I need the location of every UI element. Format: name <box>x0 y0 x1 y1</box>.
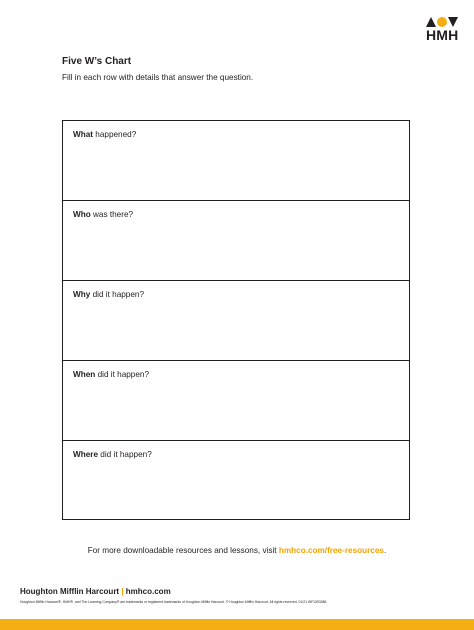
chart-row-why[interactable] <box>63 281 409 361</box>
footer-separator: | <box>119 587 126 596</box>
footer-brand <box>20 587 171 597</box>
chart-row-what[interactable] <box>63 121 409 201</box>
footer-legal: Houghton Mifflin Harcourt®, HMH®, and The Learning Company® are trademarks or registered trademarks of Houghton Mifflin Harcourt. © Houghton Mifflin Harcourt. All rights reserved. 01/21 WF1393386 <box>20 600 327 604</box>
row-keyword: When <box>73 370 96 379</box>
row-question: was there? <box>90 210 134 219</box>
logo-text: HMH <box>426 27 459 43</box>
page-title: Five W’s Chart <box>62 56 132 67</box>
row-question: did it happen? <box>90 290 145 299</box>
row-label <box>73 369 149 380</box>
row-keyword: What <box>73 130 94 139</box>
promo-text <box>0 545 474 556</box>
row-keyword: Who <box>73 210 91 219</box>
row-question: did it happen? <box>95 370 150 379</box>
free-resources-link[interactable]: hmhco.com/free-resources <box>278 546 384 555</box>
footer-company: Houghton Mifflin Harcourt <box>20 587 120 596</box>
row-keyword: Where <box>73 450 99 459</box>
promo-end: . <box>383 546 387 555</box>
row-label <box>73 449 152 460</box>
row-label <box>73 209 133 220</box>
row-label <box>73 289 144 300</box>
row-label <box>73 129 136 140</box>
row-question: happened? <box>93 130 137 139</box>
footer-site-link[interactable]: hmhco.com <box>125 587 171 596</box>
chart-row-when[interactable] <box>63 361 409 441</box>
chart-row-who[interactable] <box>63 201 409 281</box>
five-ws-chart <box>62 120 410 520</box>
row-keyword: Why <box>73 290 91 299</box>
promo-lead: For more downloadable resources and lessons, visit <box>87 546 279 555</box>
chart-row-where[interactable] <box>63 441 409 520</box>
bottom-accent-bar <box>0 619 474 630</box>
hmh-logo <box>426 16 458 44</box>
instructions: Fill in each row with details that answer the question. <box>62 73 254 82</box>
row-question: did it happen? <box>98 450 152 459</box>
